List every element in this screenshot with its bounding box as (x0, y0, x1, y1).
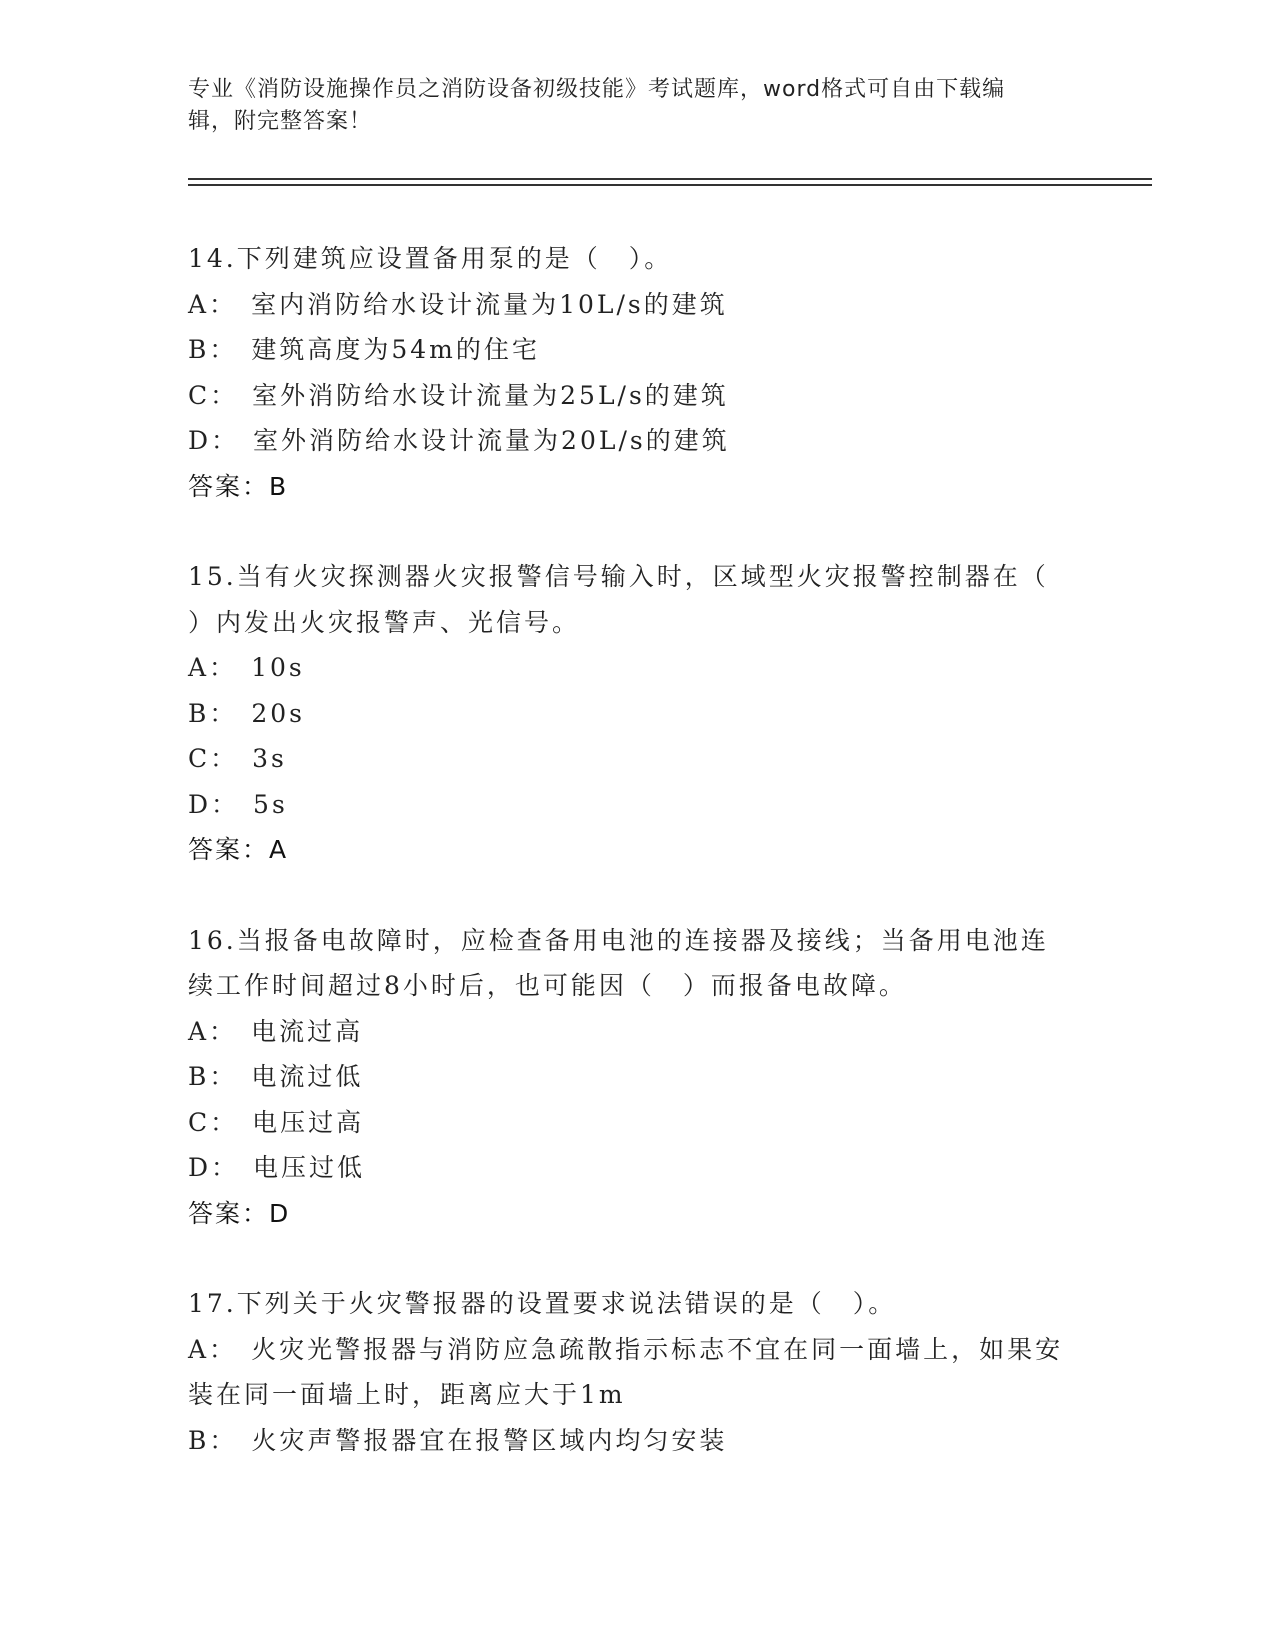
answer: 答案：B (188, 471, 289, 501)
option-key: B： (188, 1425, 238, 1455)
option-key: A： (188, 653, 238, 682)
question-text: 14.下列建筑应设置备用泵的是（ ）。 (188, 244, 673, 273)
question-16 (188, 918, 1088, 1237)
question-text-line-1: 15.当有火灾探测器火灾报警信号输入时，区域型火灾报警控制器在（ (188, 562, 1049, 591)
option-b (188, 1418, 1088, 1464)
option-key: B： (188, 698, 238, 728)
option-key: D： (188, 426, 240, 455)
question-17 (188, 1281, 1088, 1463)
option-text: 火灾光警报器与消防应急疏散指示标志不宜在同一面墙上，如果安 (251, 1334, 1064, 1364)
option-key: A： (188, 1016, 238, 1046)
option-key: C： (188, 744, 239, 773)
option-b (188, 327, 1088, 373)
answer: 答案：D (188, 1198, 291, 1228)
option-a (188, 1327, 1088, 1373)
option-text: 火灾声警报器宜在报警区域内均匀安装 (251, 1425, 728, 1455)
option-key: D： (188, 789, 240, 819)
option-key: A： (188, 289, 238, 319)
option-text: 电流过高 (251, 1016, 364, 1046)
header-divider-bottom (188, 184, 1152, 186)
option-a-continuation: 装在同一面墙上时，距离应大于1m (188, 1380, 626, 1409)
option-text: 10s (251, 653, 305, 682)
option-b (188, 691, 1088, 737)
header-line-1: 专业《消防设施操作员之消防设备初级技能》考试题库，word格式可自由下载编 (188, 77, 1006, 102)
question-14 (188, 236, 1088, 509)
option-c (188, 1100, 1088, 1146)
question-text: 17.下列关于火灾警报器的设置要求说法错误的是（ ）。 (188, 1289, 897, 1318)
header-divider-top (188, 178, 1152, 180)
option-key: A： (188, 1334, 238, 1364)
header-line-2: 辑，附完整答案！ (188, 109, 373, 134)
option-a (188, 1009, 1088, 1055)
question-text-line-1: 16.当报备电故障时，应检查备用电池的连接器及接线；当备用电池连 (188, 925, 1049, 955)
option-c (188, 736, 1088, 782)
option-c (188, 373, 1088, 419)
option-key: B： (188, 335, 238, 364)
question-text-line-2: ）内发出火灾报警声、光信号。 (188, 607, 581, 637)
option-text: 室外消防给水设计流量为25L/s的建筑 (252, 380, 729, 410)
option-key: C： (188, 380, 239, 410)
option-a (188, 282, 1088, 328)
option-text: 电压过低 (253, 1153, 366, 1182)
option-d (188, 1145, 1088, 1191)
option-text: 室内消防给水设计流量为10L/s的建筑 (251, 289, 728, 319)
option-d (188, 782, 1088, 828)
option-key: C： (188, 1107, 239, 1137)
document-header (188, 74, 1088, 138)
question-text-line-2: 续工作时间超过8小时后，也可能因（ ）而报备电故障。 (188, 971, 907, 1000)
answer: 答案：A (188, 835, 289, 864)
option-a (188, 645, 1088, 691)
option-text: 室外消防给水设计流量为20L/s的建筑 (253, 426, 730, 455)
option-text: 建筑高度为54m的住宅 (251, 335, 540, 364)
option-key: B： (188, 1062, 238, 1091)
option-text: 3s (252, 744, 287, 773)
option-b (188, 1054, 1088, 1100)
question-15 (188, 554, 1088, 873)
option-text: 电压过高 (252, 1107, 365, 1137)
option-text: 20s (251, 698, 306, 728)
option-d (188, 418, 1088, 464)
option-text: 5s (253, 789, 288, 819)
option-key: D： (188, 1153, 240, 1182)
option-text: 电流过低 (251, 1062, 364, 1091)
question-list (188, 236, 1088, 1508)
